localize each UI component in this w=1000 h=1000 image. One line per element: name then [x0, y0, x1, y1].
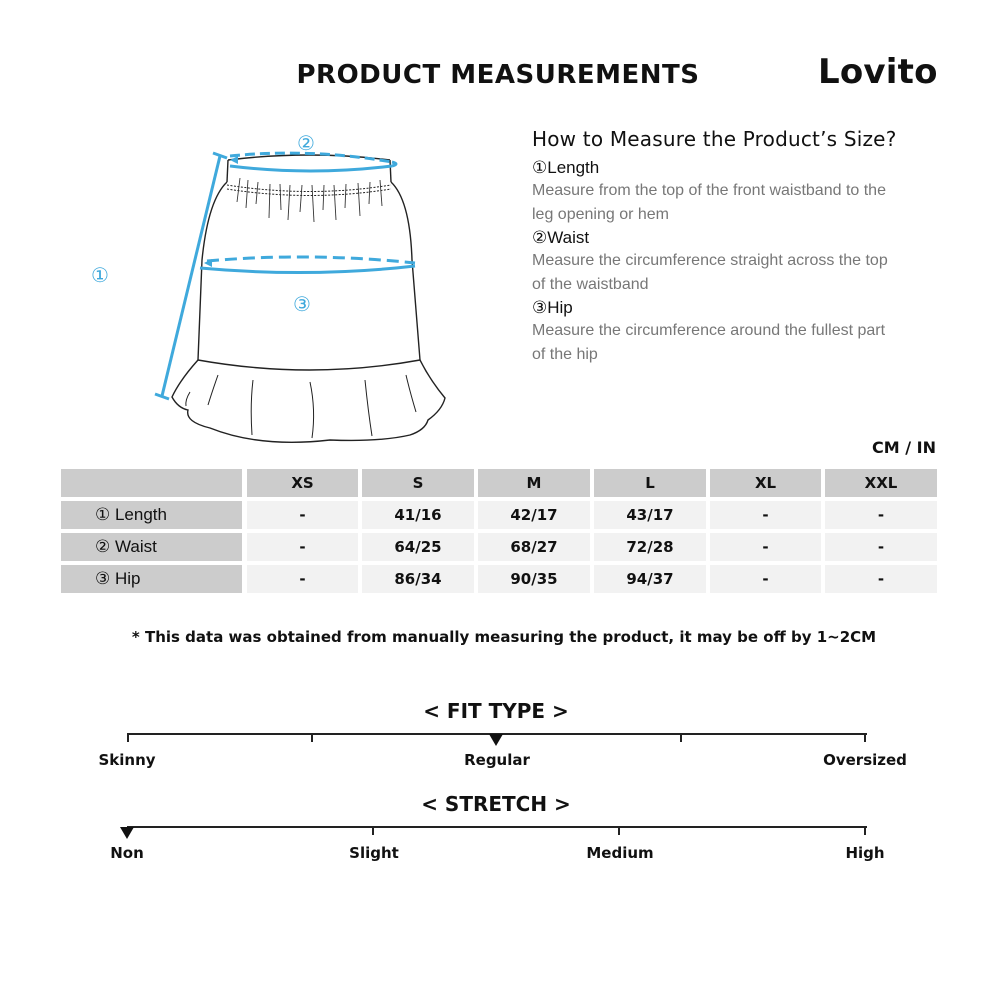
hip-instruction: [532, 297, 952, 367]
waist-instruction: [532, 227, 952, 297]
measurement-disclaimer: * This data was obtained from manually measuring the product, it may be off by 1~2CM: [131, 628, 877, 646]
row-label-hip: ③ Hip: [61, 565, 242, 593]
table-cell: 43/17: [594, 501, 706, 529]
stretch-label-high: High: [845, 844, 885, 862]
length-desc-line2: leg opening or hem: [532, 206, 669, 223]
waist-desc-line2: of the waistband: [532, 276, 649, 293]
stretch-label-non: Non: [110, 844, 144, 862]
column-header-m: M: [478, 469, 590, 497]
table-cell: -: [825, 565, 937, 593]
how-to-measure-section: [532, 127, 952, 367]
table-cell: -: [710, 501, 821, 529]
fit-type-title: < FIT TYPE >: [423, 699, 569, 723]
stretch-selected-marker-icon: [120, 827, 134, 839]
skirt-illustration-icon: [80, 130, 460, 450]
fit-tick: [680, 733, 682, 742]
fit-tick: [127, 733, 129, 742]
row-label-length: ① Length: [61, 501, 242, 529]
brand-logo: Lovito: [818, 52, 938, 92]
table-cell: 90/35: [478, 565, 590, 593]
table-header-corner: [61, 469, 242, 497]
table-cell: -: [710, 565, 821, 593]
length-title: ①Length: [532, 158, 600, 177]
unit-label: CM / IN: [872, 438, 936, 457]
stretch-line: [127, 826, 867, 828]
stretch-tick: [372, 826, 374, 835]
stretch-label-medium: Medium: [586, 844, 654, 862]
column-header-l: L: [594, 469, 706, 497]
table-cell: 68/27: [478, 533, 590, 561]
hip-desc-line2: of the hip: [532, 346, 598, 363]
stretch-tick: [618, 826, 620, 835]
length-marker-label: ①: [91, 263, 109, 287]
waist-marker-label: ②: [297, 131, 315, 155]
table-cell: 64/25: [362, 533, 474, 561]
table-cell: 86/34: [362, 565, 474, 593]
fit-tick: [864, 733, 866, 742]
fit-label-skinny: Skinny: [98, 751, 156, 769]
table-cell: 72/28: [594, 533, 706, 561]
page-title: PRODUCT MEASUREMENTS: [296, 60, 700, 90]
hip-title: ③Hip: [532, 298, 573, 317]
column-header-xxl: XXL: [825, 469, 937, 497]
row-label-waist: ② Waist: [61, 533, 242, 561]
table-cell: -: [247, 533, 358, 561]
stretch-label-slight: Slight: [349, 844, 399, 862]
stretch-title: < STRETCH >: [421, 792, 571, 816]
column-header-s: S: [362, 469, 474, 497]
stretch-tick: [864, 826, 866, 835]
table-cell: -: [247, 565, 358, 593]
hip-marker-label: ③: [293, 292, 311, 316]
hip-desc-line1: Measure the circumference around the fullest part: [532, 322, 886, 339]
table-cell: 41/16: [362, 501, 474, 529]
table-cell: 42/17: [478, 501, 590, 529]
table-cell: -: [825, 501, 937, 529]
fit-label-oversized: Oversized: [823, 751, 907, 769]
table-cell: 94/37: [594, 565, 706, 593]
column-header-xs: XS: [247, 469, 358, 497]
waist-desc-line1: Measure the circumference straight across the top: [532, 252, 888, 269]
skirt-diagram: [80, 130, 460, 450]
length-desc-line1: Measure from the top of the front waistband to the: [532, 182, 886, 199]
table-cell: -: [825, 533, 937, 561]
table-cell: -: [710, 533, 821, 561]
fit-selected-marker-icon: [489, 734, 503, 746]
waist-title: ②Waist: [532, 228, 590, 247]
length-instruction: [532, 157, 952, 227]
how-to-measure-heading: How to Measure the Product’s Size?: [532, 127, 897, 151]
table-cell: -: [247, 501, 358, 529]
fit-tick: [311, 733, 313, 742]
fit-label-regular: Regular: [464, 751, 530, 769]
column-header-xl: XL: [710, 469, 821, 497]
